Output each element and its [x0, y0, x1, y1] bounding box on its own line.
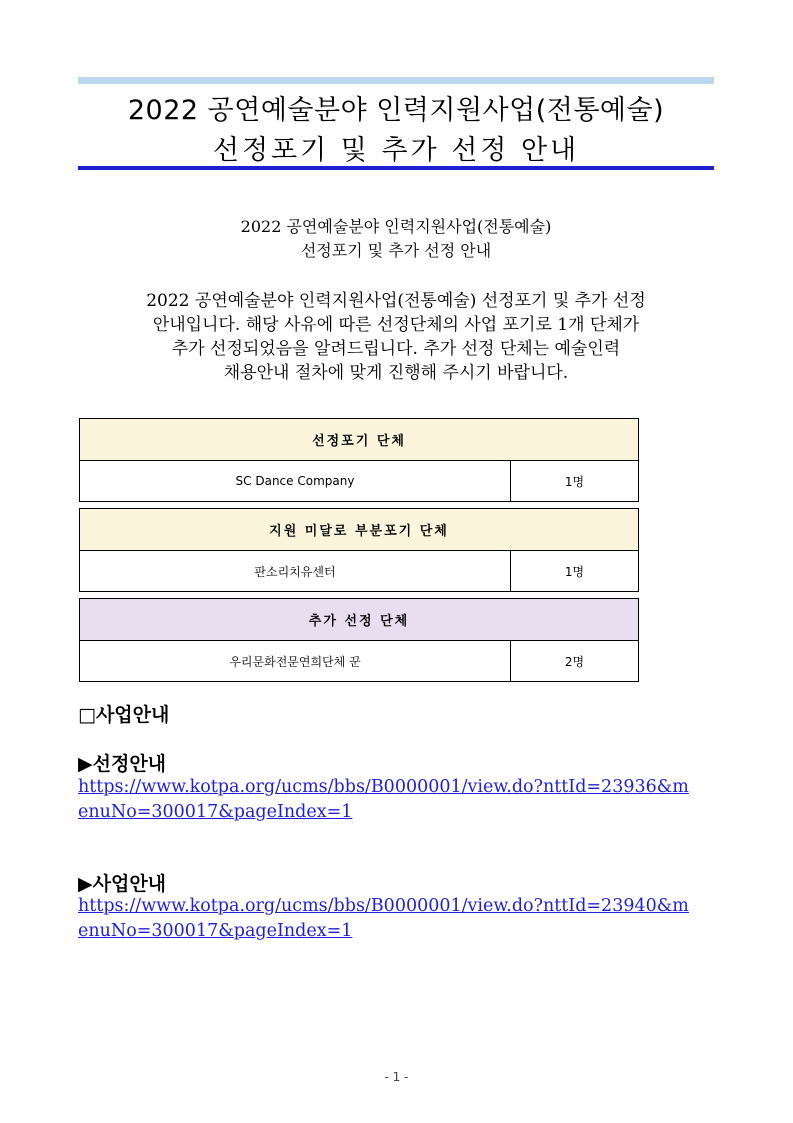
subtitle-line2: 선정포기 및 추가 선정 안내	[300, 241, 492, 260]
additional-selection-table	[79, 598, 639, 682]
body-text-line2: 안내입니다. 해당 사유에 따른 선정단체의 사업 포기로 1개 단체가	[152, 315, 640, 335]
withdrawn-groups-table	[79, 418, 639, 502]
title-bottom-rule	[78, 166, 714, 170]
business-guide-link-line1[interactable]: https://www.kotpa.org/ucms/bbs/B0000001/view.do?nttId=23940&m	[78, 896, 689, 916]
business-info-heading: □사업안내	[78, 704, 170, 726]
group-name: 판소리치유센터	[80, 551, 511, 591]
title-top-rule	[78, 77, 714, 84]
table-header: 지원 미달로 부분포기 단체	[80, 509, 638, 551]
table-row	[80, 461, 638, 501]
business-guide-heading: ▶사업안내	[78, 873, 167, 895]
group-count: 2명	[564, 654, 585, 669]
table-header: 선정포기 단체	[80, 419, 638, 461]
subtitle-line1: 2022 공연예술분야 인력지원사업(전통예술)	[240, 217, 552, 236]
group-name: SC Dance Company	[80, 461, 511, 501]
page-title-line2: 선정포기 및 추가 선정 안내	[212, 135, 580, 166]
body-text-line1: 2022 공연예술분야 인력지원사업(전통예술) 선정포기 및 추가 선정	[146, 291, 646, 311]
selection-info-link-line1[interactable]: https://www.kotpa.org/ucms/bbs/B0000001/view.do?nttId=23936&m	[78, 777, 689, 797]
group-count: 1명	[564, 564, 585, 579]
partial-withdrawal-table	[79, 508, 639, 592]
table-header: 추가 선정 단체	[80, 599, 638, 641]
business-guide-link-line2[interactable]: enuNo=300017&pageIndex=1	[78, 921, 353, 941]
group-count: 1명	[564, 474, 585, 489]
body-text-line3: 추가 선정되었음을 알려드립니다. 추가 선정 단체는 예술인력	[171, 339, 621, 359]
group-name: 우리문화전문연희단체 꾼	[80, 641, 511, 681]
body-text-line4: 채용안내 절차에 맞게 진행해 주시기 바랍니다.	[223, 363, 569, 383]
selection-info-heading: ▶선정안내	[78, 753, 167, 775]
page-title-line1: 2022 공연예술분야 인력지원사업(전통예술)	[127, 95, 665, 126]
selection-info-link-line2[interactable]: enuNo=300017&pageIndex=1	[78, 802, 353, 822]
table-row	[80, 551, 638, 591]
page-number: - 1 -	[384, 1070, 409, 1084]
table-row	[80, 641, 638, 681]
